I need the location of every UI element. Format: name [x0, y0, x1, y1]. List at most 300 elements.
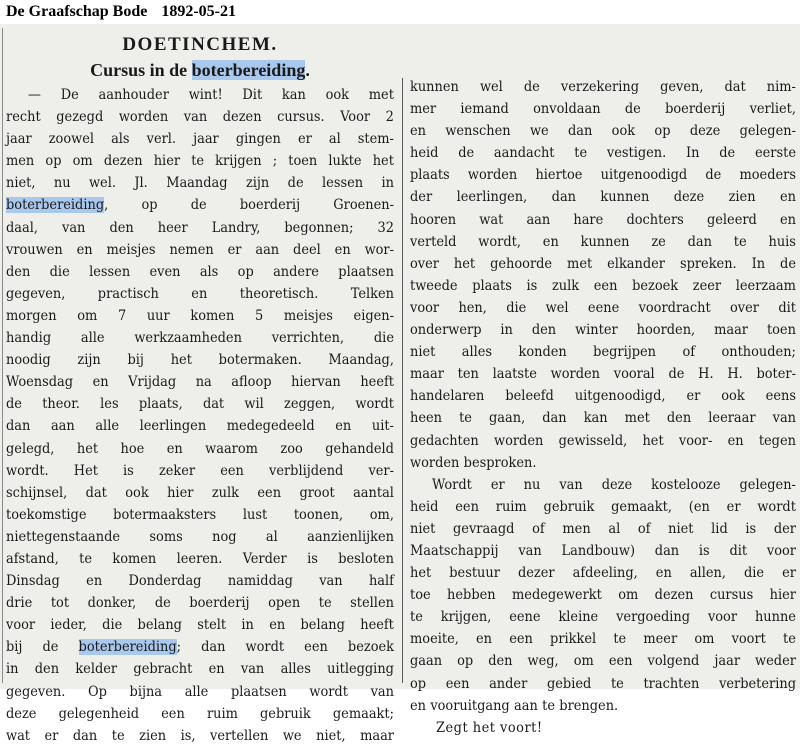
word: de: [42, 639, 59, 656]
word: donker,: [87, 595, 137, 612]
word: aantal: [353, 484, 394, 501]
subheading-suffix: .: [305, 60, 310, 80]
text-line: [6, 482, 394, 504]
word: aan: [50, 418, 75, 435]
text-line: [6, 725, 394, 747]
word: een: [455, 498, 479, 515]
word: bij: [6, 639, 23, 656]
text-line: [6, 349, 394, 371]
text-line: [6, 327, 394, 349]
word: verblijdend: [269, 462, 344, 479]
word: —: [28, 87, 41, 103]
word: dan: [654, 542, 680, 559]
word: te: [542, 697, 555, 714]
word: niettegenstaande: [6, 528, 121, 545]
word: te: [733, 233, 747, 250]
word: lid: [711, 520, 728, 537]
word: Woensdag: [6, 374, 74, 391]
word: nemen: [169, 241, 214, 258]
word: besproken.: [463, 454, 537, 471]
text-line: [6, 261, 394, 283]
column-rule: [402, 78, 403, 683]
word: meer: [643, 631, 678, 648]
text-line: [410, 695, 796, 717]
word: te: [613, 631, 627, 648]
word: heeft: [360, 617, 394, 634]
word: en: [476, 631, 493, 648]
word: van: [772, 410, 796, 427]
word: worden: [118, 109, 169, 126]
word: stellen: [350, 595, 394, 612]
word: den: [666, 410, 692, 427]
word: Telken: [350, 285, 394, 302]
text-line: [6, 305, 394, 327]
word: volgend: [647, 653, 700, 670]
word: krijgen,: [440, 609, 492, 626]
word: wordt: [355, 396, 394, 413]
word: te: [574, 145, 588, 162]
word: hoe: [120, 440, 145, 457]
word: de: [523, 79, 540, 95]
word: en: [76, 241, 93, 258]
word: zeggen,: [284, 396, 336, 413]
word: iemand: [460, 101, 509, 118]
word: Dinsdag: [6, 573, 60, 590]
word: kan: [281, 87, 306, 103]
word: de: [154, 595, 171, 612]
left-column: [6, 24, 398, 747]
word: 5: [254, 307, 264, 324]
word: vergoeding: [616, 609, 691, 626]
word: gedachten: [410, 432, 479, 449]
word: over: [730, 299, 759, 316]
word: men: [562, 520, 591, 537]
text-line: [410, 98, 796, 120]
word: zien: [139, 727, 167, 744]
word: het: [453, 255, 476, 272]
word: te: [410, 609, 423, 626]
text-line: [6, 283, 394, 305]
word: Het: [73, 462, 98, 479]
word: dezen: [222, 109, 262, 126]
word: boerderij: [189, 595, 250, 612]
text-line: [410, 120, 796, 142]
word: die: [506, 299, 527, 316]
word: gaan: [410, 653, 443, 670]
word: de: [190, 197, 207, 214]
word: de: [458, 145, 475, 162]
text-line: [410, 319, 796, 341]
word: boter-: [756, 366, 796, 383]
word: komen: [112, 550, 157, 567]
word: een: [257, 484, 282, 501]
word: den: [34, 661, 60, 678]
word: alle: [184, 683, 209, 700]
word: die: [102, 617, 123, 634]
word: er: [297, 131, 312, 148]
text-line: [6, 548, 394, 570]
text-line: [6, 150, 394, 172]
subheading-prefix: Cursus in de: [90, 60, 188, 80]
word: verzekering: [560, 79, 640, 95]
word: ruim: [495, 498, 527, 515]
word: er: [782, 565, 796, 582]
word: noodig: [6, 352, 51, 369]
word: kleine: [558, 609, 599, 626]
word: ze: [651, 233, 666, 250]
text-line: [410, 606, 796, 628]
word: en: [655, 565, 672, 582]
word: die: [49, 263, 70, 280]
word: der: [410, 189, 433, 206]
search-highlight: boterbereiding: [78, 639, 177, 656]
text-line: [410, 275, 796, 297]
word: den: [109, 219, 134, 236]
word: theoretisch.: [239, 285, 319, 302]
word: dat: [724, 79, 746, 95]
word: op: [654, 123, 671, 140]
word: belang: [300, 617, 345, 634]
word: gewisseld,: [558, 432, 628, 449]
word: lukte: [328, 153, 362, 170]
word: en: [208, 661, 225, 678]
word: de: [287, 175, 304, 192]
word: Dit: [242, 87, 263, 103]
text-line: [410, 518, 796, 540]
word: in: [381, 175, 394, 192]
text-line: [6, 460, 394, 482]
text-line: [410, 363, 796, 385]
word: het: [170, 352, 192, 369]
word: moeders: [739, 167, 796, 184]
word: en: [779, 189, 796, 206]
word: ook: [125, 484, 149, 501]
text-line: [6, 371, 394, 393]
word: nog: [212, 528, 237, 545]
text-line: [410, 385, 796, 407]
word: van: [62, 219, 86, 236]
word: al: [608, 520, 621, 537]
word: gezegd: [56, 109, 104, 126]
word: H.: [727, 366, 743, 383]
word: Landbouw): [561, 542, 635, 559]
word: onthouden;: [721, 344, 796, 361]
word: over: [410, 255, 439, 272]
text-line: [6, 703, 394, 725]
word: niet: [410, 344, 436, 361]
text-line: [410, 297, 796, 319]
word: even: [149, 263, 181, 280]
word: dat: [202, 396, 225, 413]
text-line: [410, 673, 796, 695]
word: zoo: [280, 440, 303, 457]
word: wordt: [757, 498, 796, 515]
word: wenschen: [445, 123, 511, 140]
word: wordt: [245, 639, 285, 656]
word: heid: [410, 498, 439, 515]
word: botermaaksters: [113, 506, 217, 523]
word: elkander: [607, 255, 665, 272]
word: lessen: [89, 263, 131, 280]
newspaper-clipping: [0, 24, 800, 744]
word: bij: [127, 352, 144, 369]
word: als: [199, 263, 219, 280]
word: den: [6, 263, 31, 280]
text-line: [6, 239, 394, 261]
word: gelegd,: [6, 440, 55, 457]
word: Verder: [242, 550, 287, 567]
text-line: [410, 142, 796, 164]
word: In: [686, 145, 700, 162]
word: winter: [575, 322, 618, 339]
word: afdeeling,: [572, 565, 638, 582]
word: of: [637, 520, 651, 537]
word: Groenen-: [333, 197, 394, 214]
word: vrouwen: [6, 241, 63, 258]
word: die: [744, 565, 765, 582]
word: dan: [568, 123, 593, 140]
word: botermaken.: [218, 352, 302, 369]
word: gaan,: [489, 410, 526, 427]
word: we: [529, 123, 549, 140]
word: spreken.: [679, 255, 737, 272]
word: hebben: [447, 587, 496, 604]
text-line: [6, 592, 394, 614]
word: niet: [410, 520, 436, 537]
word: heen: [410, 410, 442, 427]
word: het: [372, 153, 394, 170]
word: niet: [668, 520, 694, 537]
word: dat: [85, 484, 107, 501]
word: wel: [479, 79, 503, 95]
word: gevraagd: [453, 520, 515, 537]
word: er: [490, 476, 505, 493]
word: te: [111, 727, 125, 744]
word: de: [719, 145, 736, 162]
word: aan: [255, 241, 280, 258]
word: plaatsen: [338, 263, 394, 280]
word: meisjes: [283, 307, 333, 324]
word: leerlingen,: [456, 189, 528, 206]
word: heid: [410, 145, 439, 162]
word: zulk: [211, 484, 239, 501]
word: maar: [360, 727, 394, 744]
word: practisch: [97, 285, 159, 302]
word: hier: [153, 153, 181, 170]
word: om: [618, 587, 639, 604]
word: om: [72, 153, 93, 170]
word: gebruik: [260, 705, 311, 722]
word: kan: [583, 410, 608, 427]
text-line: [410, 650, 796, 672]
word: om: [573, 653, 594, 670]
word: dan: [201, 639, 226, 656]
word: dezer: [517, 565, 555, 582]
word: eigen-: [353, 307, 394, 324]
word: den: [488, 653, 513, 670]
word: niet,: [6, 175, 36, 192]
word: deze: [6, 705, 37, 722]
word: worden: [550, 366, 600, 383]
word: plaats: [410, 167, 450, 184]
word: gelegen-: [739, 476, 796, 493]
word: morgen: [6, 307, 57, 324]
word: ook: [721, 388, 745, 405]
text-line: [6, 84, 394, 106]
word: hare: [573, 211, 604, 228]
word: ten: [457, 366, 479, 383]
word: en: [542, 233, 559, 250]
word: om,: [369, 506, 394, 523]
word: zoowel: [48, 131, 94, 148]
word: verliet,: [749, 101, 796, 118]
word: half: [368, 573, 394, 590]
word: les: [100, 396, 119, 413]
word: zien: [728, 189, 756, 206]
word: afstand,: [6, 550, 59, 567]
word: De: [60, 87, 79, 103]
word: Voor: [340, 109, 371, 126]
word: ander: [489, 675, 528, 692]
word: gemaakt;: [332, 705, 394, 722]
word: prikkel: [550, 631, 597, 648]
word: is: [307, 550, 318, 567]
word: een: [509, 631, 533, 648]
word: gemaakt,: [611, 498, 672, 515]
word: een: [161, 705, 185, 722]
text-line: [410, 253, 796, 275]
word: deze: [673, 189, 705, 206]
word: dochters: [626, 211, 684, 228]
word: en: [410, 697, 426, 714]
word: al: [265, 528, 278, 545]
word: Op: [87, 683, 107, 700]
word: zijn: [245, 175, 270, 192]
word: handelaren: [410, 388, 485, 405]
word: zulk: [551, 277, 580, 294]
word: begrijpen: [593, 344, 657, 361]
word: dan: [72, 727, 98, 744]
word: op: [45, 153, 62, 170]
word: aan: [526, 211, 551, 228]
word: een: [593, 277, 618, 294]
word: hier: [769, 587, 796, 604]
word: hiervan: [291, 374, 341, 391]
word: de: [668, 366, 685, 383]
word: na: [195, 374, 212, 391]
word: aandacht: [493, 145, 555, 162]
word: recht: [6, 109, 41, 126]
word: moeite,: [410, 631, 459, 648]
word: wat: [479, 211, 504, 228]
word: uit-: [371, 418, 394, 435]
word: verbetering: [719, 675, 796, 692]
word: hiertoe: [535, 167, 583, 184]
word: stem-: [357, 131, 394, 148]
word: dan: [687, 233, 712, 250]
word: om: [77, 307, 98, 324]
word: een: [445, 675, 470, 692]
word: het: [642, 432, 664, 449]
word: ieder,: [50, 617, 87, 634]
text-line: [6, 658, 394, 680]
word: gehandeld: [325, 440, 394, 457]
word: geven,: [660, 79, 704, 95]
word: worden: [493, 432, 544, 449]
word: meisjes: [106, 241, 156, 258]
text-line: [410, 209, 796, 231]
word: dan: [542, 410, 567, 427]
word: en: [269, 617, 286, 634]
word: zeer: [692, 277, 722, 294]
word: cursus.: [277, 109, 325, 126]
word: leerlingen: [139, 418, 207, 435]
word: op: [457, 653, 474, 670]
word: jaar: [193, 131, 219, 148]
word: nu: [523, 476, 541, 493]
word: boerderij: [665, 101, 726, 118]
word: verl.: [146, 131, 177, 148]
word: hunne: [754, 609, 796, 626]
text-line: [410, 76, 796, 98]
text-line: [6, 415, 394, 437]
word: op: [141, 197, 158, 214]
word: men: [6, 153, 35, 170]
word: we: [282, 727, 302, 744]
word: weder: [755, 653, 796, 670]
word: kunnen: [600, 189, 650, 206]
word: ;: [272, 153, 278, 170]
word: Landry,: [211, 219, 261, 236]
word: gegeven,: [6, 285, 66, 302]
word: voor: [410, 299, 440, 316]
word: wordt,: [478, 233, 521, 250]
word: maar: [714, 322, 748, 339]
word: gegeven.: [6, 683, 66, 700]
word: alle: [80, 330, 105, 347]
word: is,: [180, 727, 196, 744]
article-subheading: [6, 58, 394, 84]
word: in: [6, 661, 19, 678]
article-dateline: DOETINCHEM.: [122, 34, 278, 55]
word: hoorden,: [636, 322, 696, 339]
text-line: [410, 496, 796, 518]
word: toen: [766, 322, 796, 339]
search-highlight: boterbereiding: [6, 197, 105, 214]
word: er: [227, 241, 242, 258]
word: te: [610, 675, 624, 692]
word: aanzienlijken: [307, 528, 394, 545]
word: bestuur: [449, 565, 500, 582]
left-border-rule: [2, 28, 3, 683]
word: dezen: [654, 587, 694, 604]
word: ver-: [368, 462, 394, 479]
left-column-text: [6, 84, 394, 747]
word: kostelooze: [651, 476, 721, 493]
word: dan: [6, 418, 31, 435]
word: worden: [410, 454, 460, 471]
word: verteld: [410, 233, 457, 250]
word: van: [370, 683, 394, 700]
word: gingen: [235, 131, 281, 148]
word: en: [335, 418, 352, 435]
word: konden: [518, 344, 567, 361]
word: beleefd: [505, 388, 554, 405]
text-line: [6, 217, 394, 239]
word: gebied: [546, 675, 592, 692]
text-line: [410, 540, 796, 562]
word: laatste: [492, 366, 537, 383]
